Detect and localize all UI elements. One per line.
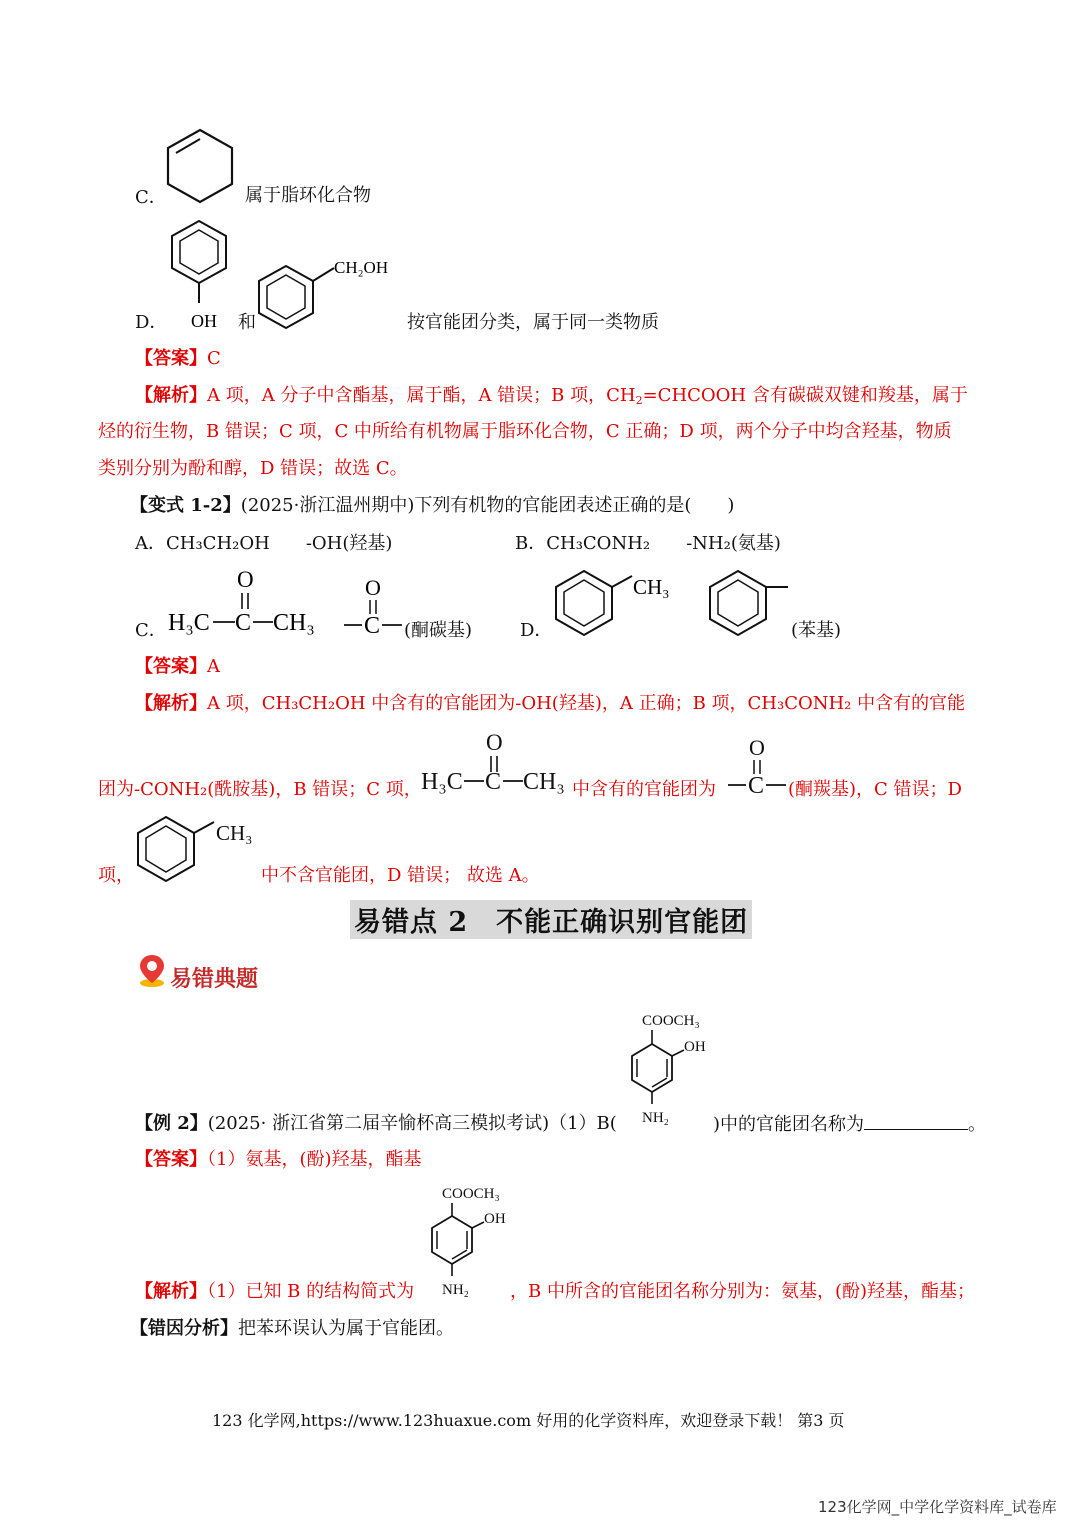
toluene-structure-analysis <box>132 812 262 886</box>
answer-line-1: 【答案】C <box>135 348 221 369</box>
answer-line-2: 【答案】A <box>135 656 220 677</box>
svg-text:H₃C: H₃C <box>421 769 463 795</box>
variant-option-d-letter: D． <box>520 620 553 641</box>
variant-option-d-label: (苯基) <box>791 620 842 641</box>
variant-option-a: A．CH₃CH₂OH -OH(羟基) <box>135 533 393 554</box>
analysis-2-line-2c: (酮羰基)，C 错误；D <box>788 779 962 800</box>
acetone-structure <box>165 565 330 640</box>
location-pin-icon <box>138 953 168 989</box>
analysis-1-line-1: 【解析】A 项，A 分子中含酯基，属于酯，A 错误；B 项，$CH_2=CHCOOH$ 含有碳碳双键和羧基，属于 <box>135 385 968 407</box>
variant-option-c-label: (酮碳基) <box>404 620 473 641</box>
option-c-text: 属于脂环化合物 <box>245 185 371 206</box>
variant-question: 【变式 1-2】(2025·浙江温州期中)下列有机物的官能团表述正确的是( ) <box>130 495 735 516</box>
analysis-1-line-3: 类别分别为酚和醇，D 错误；故选 C。 <box>98 458 408 479</box>
ch2oh-label: CH₂OH <box>334 258 389 277</box>
compound-b-structure-analysis <box>414 1182 524 1300</box>
analysis-2-line-1: 【解析】A 项，CH₃CH₂OH 中含有的官能团为-OH(羟基)，A 正确；B 项，CH₃CONH₂ 中含有的官能 <box>135 693 966 714</box>
svg-text:CH₃: CH₃ <box>273 610 315 636</box>
variant-option-b: B．CH₃CONH₂ -NH₂(氨基) <box>515 533 781 554</box>
and-text: 和 <box>238 312 256 333</box>
svg-text:NH₂: NH₂ <box>642 1110 669 1126</box>
section-title: 易错点 2 不能正确识别官能团 <box>350 900 752 939</box>
svg-text:COOCH₃: COOCH₃ <box>442 1186 500 1202</box>
svg-text:C: C <box>364 613 381 637</box>
example-2-question-tail: )中的官能团名称为 。 <box>713 1114 987 1135</box>
svg-text:OH: OH <box>684 1039 706 1055</box>
svg-text:CH₃: CH₃ <box>523 769 565 795</box>
benzyl-alcohol-structure <box>254 254 404 334</box>
svg-text:OH: OH <box>484 1211 506 1227</box>
variant-option-c-letter: C． <box>135 620 167 641</box>
cyclohexene-structure <box>160 126 240 208</box>
phenyl-structure <box>704 566 796 640</box>
option-d-letter: D． <box>135 312 168 333</box>
analysis-1-line-2: 烃的衍生物，B 错误；C 项，C 中所给有机物属于脂环化合物，C 正确；D 项，两个分子中均含羟基，物质 <box>98 421 952 442</box>
answer-blank[interactable] <box>864 1113 968 1130</box>
error-cause: 【错因分析】把苯环误认为属于官能团。 <box>130 1318 454 1339</box>
svg-text:CH₃: CH₃ <box>633 575 670 599</box>
svg-text:C: C <box>485 769 502 795</box>
svg-text:C: C <box>748 773 765 797</box>
analysis-2-line-2a: 团为-CONH₂(酰胺基)，B 错误；C 项， <box>98 779 422 800</box>
analysis-3-line-b: ，B 中所含的官能团名称分别为：氨基，(酚)羟基，酯基； <box>510 1281 975 1302</box>
option-letter: C． <box>135 187 167 208</box>
analysis-2-line-3a: 项， <box>98 865 134 886</box>
phenol-structure <box>165 215 235 335</box>
option-d-text: 按官能团分类，属于同一类物质 <box>407 312 659 333</box>
acetone-structure-analysis <box>418 728 578 802</box>
watermark: 123化学网_中学化学资料库_试卷库 <box>818 1498 1057 1516</box>
svg-text:O: O <box>486 730 503 755</box>
toluene-structure <box>550 566 680 640</box>
svg-text:O: O <box>365 575 381 600</box>
svg-text:H₃C: H₃C <box>168 610 210 636</box>
ketone-carbonyl-analysis <box>726 735 790 797</box>
svg-text:O: O <box>749 735 765 760</box>
compound-b-structure <box>614 1008 724 1130</box>
ketone-carbonyl-structure <box>342 575 406 637</box>
svg-text:NH₂: NH₂ <box>442 1282 469 1298</box>
analysis-3-line-a: 【解析】（1）已知 B 的结构简式为 <box>135 1281 415 1302</box>
svg-text:C: C <box>235 610 252 636</box>
analysis-2-line-2b: 中含有的官能团为 <box>572 779 716 800</box>
svg-text:CH₃: CH₃ <box>216 821 253 845</box>
subsection-title: 易错典题 <box>170 967 259 992</box>
svg-text:COOCH₃: COOCH₃ <box>642 1013 700 1029</box>
oh-label: OH <box>191 311 217 331</box>
page-footer: 123 化学网,https://www.123huaxue.com 好用的化学资料库，欢迎登录下载！ 第3 页 <box>212 1411 845 1430</box>
answer-line-3: 【答案】（1）氨基，(酚)羟基，酯基 <box>135 1149 422 1170</box>
svg-text:O: O <box>237 567 254 592</box>
example-2-question: 【例 2】(2025· 浙江省第二届辛愉杯高三模拟考试)（1）B( <box>135 1113 617 1134</box>
analysis-2-line-3b: 中不含官能团，D 错误； 故选 A。 <box>261 865 540 886</box>
